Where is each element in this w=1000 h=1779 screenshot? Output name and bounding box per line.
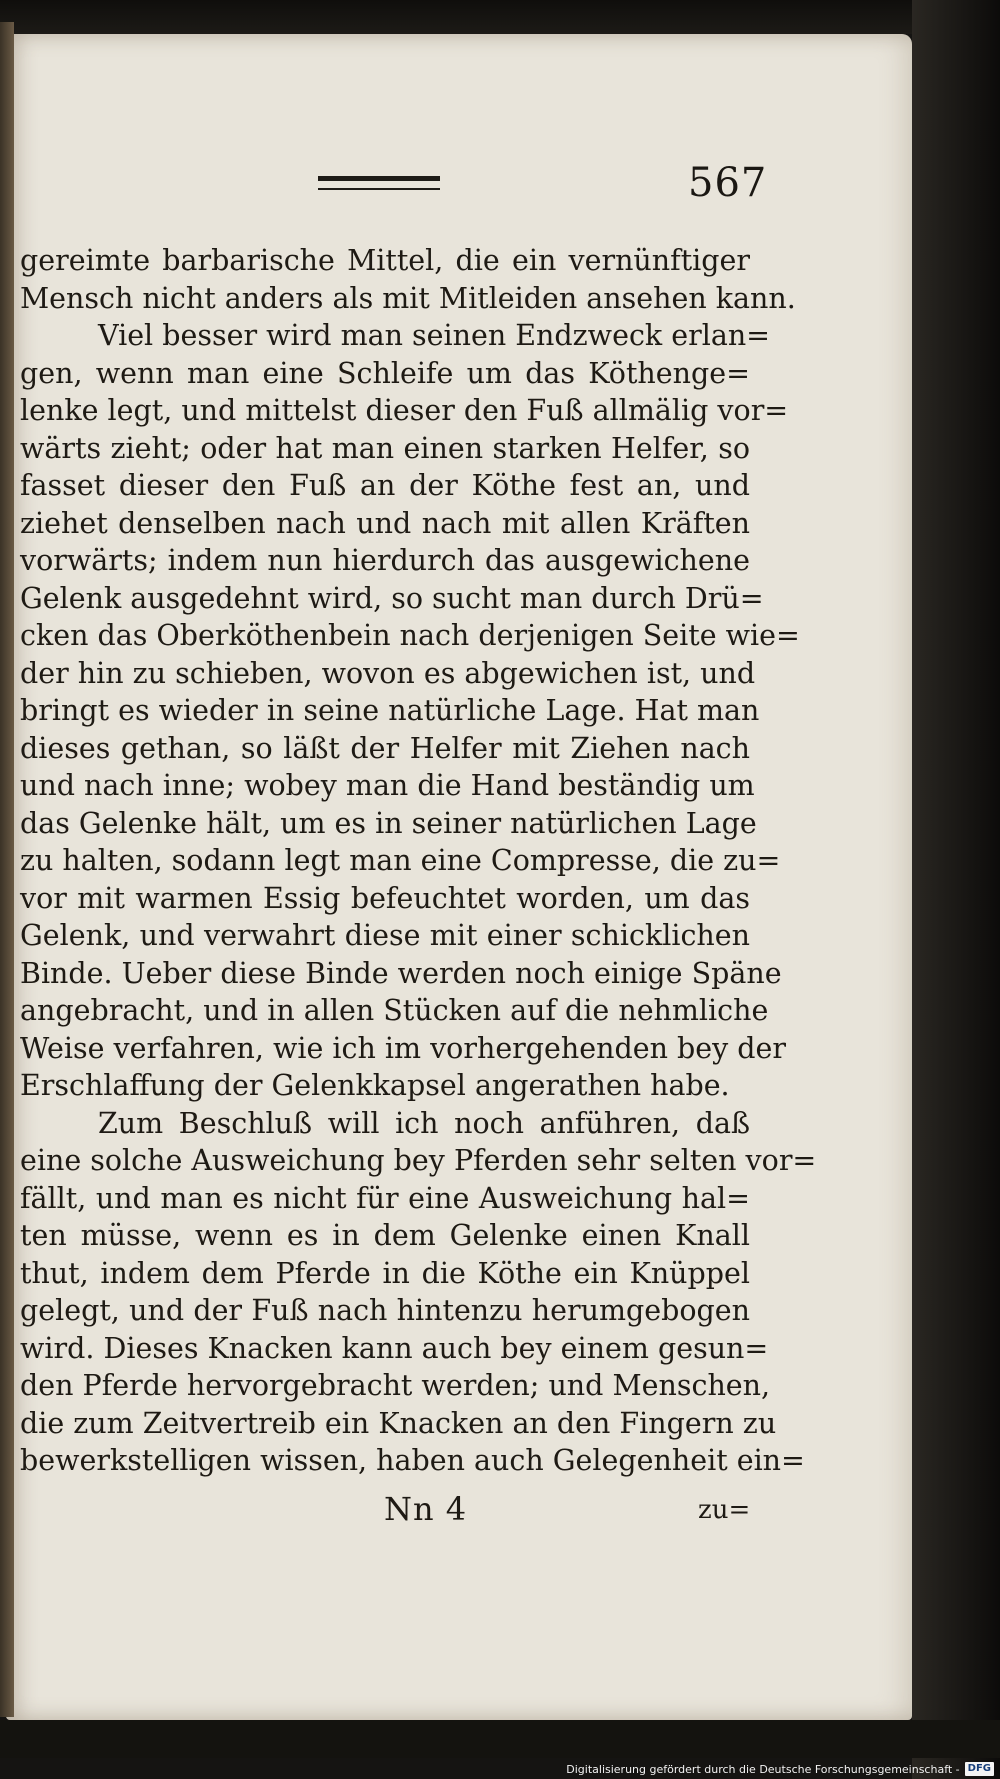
text-line: zu halten, sodann legt man eine Compresse, die zu= (20, 844, 781, 877)
text-line: dieses gethan, so läßt der Helfer mit Ziehen nach (20, 731, 750, 765)
text-line: die zum Zeitvertreib ein Knacken an den Fingern zu (20, 1406, 777, 1440)
credit-text: Digitalisierung gefördert durch die Deutsche Forschungsgemeinschaft - (566, 1762, 960, 1776)
text-line: wärts zieht; oder hat man einen starken Helfer, so (20, 431, 750, 465)
text-line: Binde. Ueber diese Binde werden noch einige Späne (20, 956, 782, 990)
text-line: angebracht, und in allen Stücken auf die nehmliche (20, 994, 769, 1027)
text-line: gen, wenn man eine Schleife um das Köthenge= (20, 356, 750, 390)
catchword: zu= (698, 1495, 751, 1525)
text-line: Gelenk, und verwahrt diese mit einer schicklichen (20, 919, 750, 952)
text-line: Zum Beschluß will ich noch anführen, daß (98, 1106, 750, 1140)
text-line: eine solche Ausweichung bey Pferden sehr selten vor= (20, 1144, 817, 1177)
text-line: cken das Oberköthenbein nach derjenigen Seite wie= (20, 619, 800, 652)
scan-background-top (0, 0, 1000, 34)
text-line: fällt, und man es nicht für eine Ausweichung hal= (20, 1181, 750, 1215)
text-line: ziehet denselben nach und nach mit allen Kräften (20, 506, 750, 540)
text-line: lenke legt, und mittelst dieser den Fuß allmälig vor= (20, 394, 789, 427)
digitization-credit (566, 1759, 994, 1779)
text-line: Gelenk ausgedehnt wird, so sucht man durch Drü= (20, 581, 764, 615)
text-line: der hin zu schieben, wovon es abgewichen ist, und (20, 656, 756, 690)
text-line: wird. Dieses Knacken kann auch bey einem gesun= (20, 1331, 769, 1365)
text-line: vor mit warmen Essig befeuchtet worden, um das (20, 881, 750, 915)
text-line: das Gelenke hält, um es in seiner natürlichen Lage (20, 806, 757, 840)
text-line: Weise verfahren, wie ich im vorhergehenden bey der (20, 1031, 787, 1065)
text-line: fasset dieser den Fuß an der Köthe fest an, und (20, 469, 750, 502)
body-text (20, 242, 817, 1480)
header-rule (318, 176, 440, 190)
text-line: ten müsse, wenn es in dem Gelenke einen Knall (20, 1219, 750, 1252)
text-line: Erschlaffung der Gelenkkapsel angerathen habe. (20, 1069, 730, 1102)
page-number: 567 (688, 160, 768, 206)
text-line: bringt es wieder in seine natürliche Lage. Hat man (20, 694, 760, 727)
page-edge-shadow (0, 22, 14, 1717)
text-line: gelegt, und der Fuß nach hintenzu herumgebogen (20, 1294, 750, 1327)
text-line: Viel besser wird man seinen Endzweck erlan= (98, 319, 771, 352)
text-line: gereimte barbarische Mittel, die ein vernünftiger (20, 244, 750, 277)
text-line: bewerkstelligen wissen, haben auch Gelegenheit ein= (20, 1444, 805, 1477)
signature-mark: Nn 4 (384, 1490, 468, 1528)
text-line: Mensch nicht anders als mit Mitleiden ansehen kann. (20, 281, 796, 315)
text-line: den Pferde hervorgebracht werden; und Menschen, (20, 1369, 771, 1402)
text-line: vorwärts; indem nun hierdurch das ausgewichene (20, 544, 750, 577)
scan-background-bottom (0, 1720, 1000, 1758)
scan-background-right (912, 0, 1000, 1779)
text-line: thut, indem dem Pferde in die Köthe ein Knüppel (20, 1256, 750, 1290)
text-line: und nach inne; wobey man die Hand beständig um (20, 769, 755, 802)
dfg-logo: DFG (965, 1762, 994, 1776)
